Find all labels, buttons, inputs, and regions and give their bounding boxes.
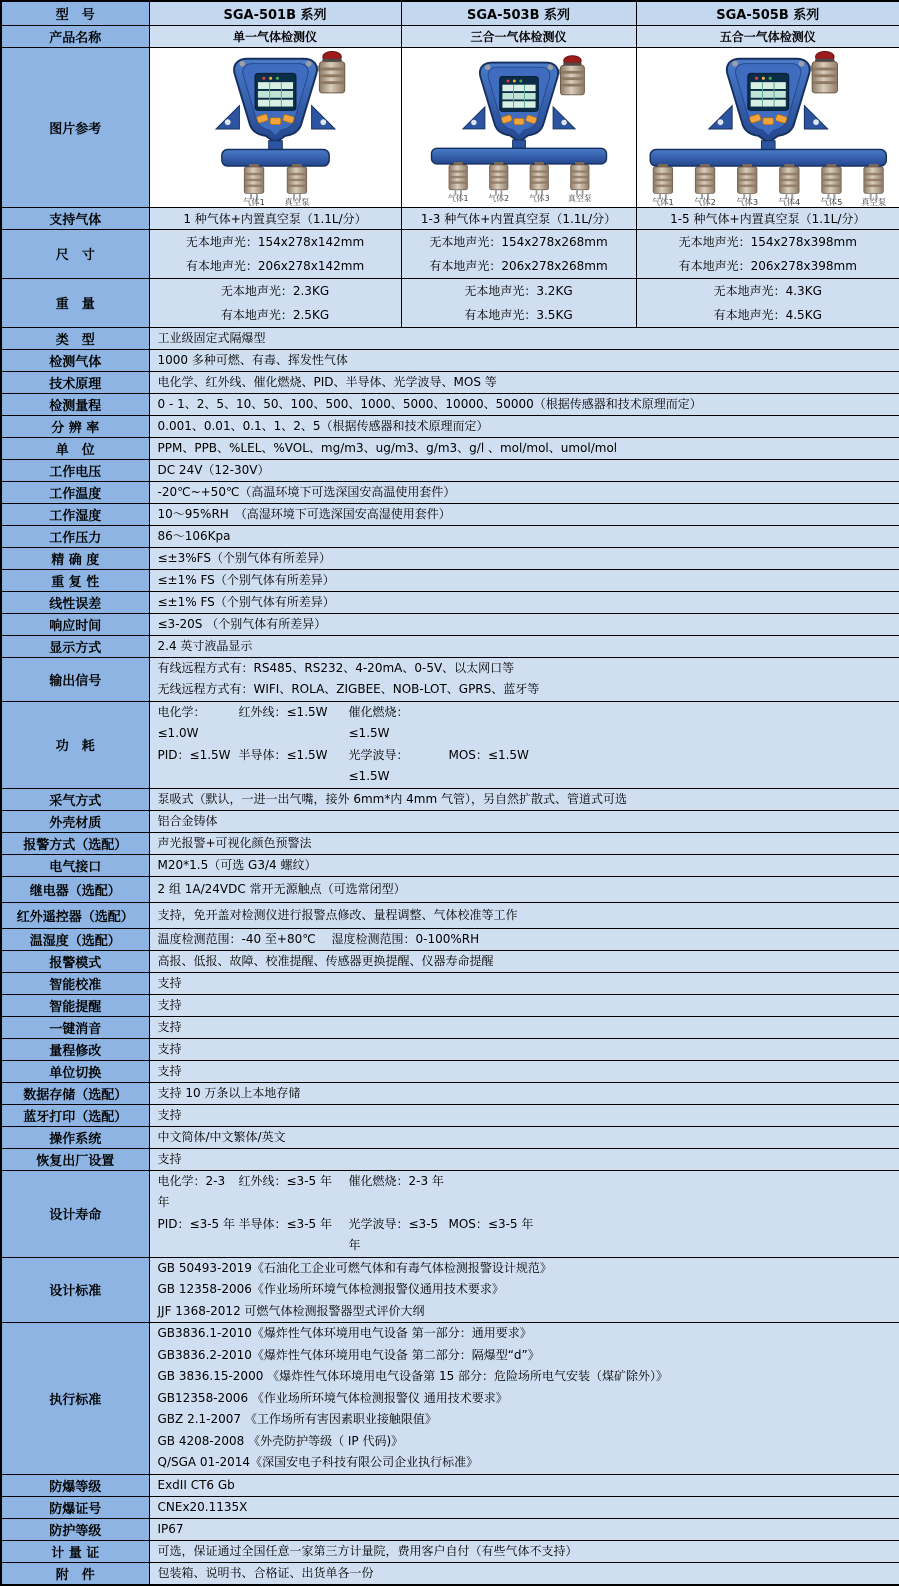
spec-text-line: 支持 xyxy=(158,973,896,994)
spec-merged-cell xyxy=(149,1082,899,1104)
row-label-linearity: 线性误差 xyxy=(1,591,149,613)
row-label-ip_grade: 防护等级 xyxy=(1,1518,149,1540)
sensor-cylinder-icon xyxy=(651,164,673,207)
sensor-cylinder-icon xyxy=(694,164,716,207)
spec-text-line: 支持 xyxy=(158,1149,896,1170)
spec-text-line: ≤±1% FS（个别气体有所差异） xyxy=(158,592,896,613)
row-label-housing: 外壳材质 xyxy=(1,810,149,832)
table-row-accessories xyxy=(1,1562,899,1585)
spec-text-line: 支持 xyxy=(158,1017,896,1038)
row-label-unit: 单 位 xyxy=(1,437,149,459)
spec-text-line: ExdII CT6 Gb xyxy=(158,1475,896,1496)
spec-text-line: 可选，保证通过全国任意一家第三方计量院，费用客户自付（有些气体不支持） xyxy=(158,1541,896,1562)
spec-merged-cell xyxy=(149,832,899,854)
table-row-range_mod xyxy=(1,1038,899,1060)
table-row-lifespan xyxy=(1,1170,899,1257)
row-label-repeatability: 重 复 性 xyxy=(1,569,149,591)
table-row-product_name xyxy=(1,25,899,47)
table-row-work_temp xyxy=(1,481,899,503)
table-row-mute xyxy=(1,1016,899,1038)
spec-tab-line xyxy=(158,1171,896,1214)
table-row-smart_remind xyxy=(1,994,899,1016)
row-label-output: 输出信号 xyxy=(1,657,149,701)
spec-text-line: 0.001、0.01、0.1、1、2、5（根据传感器和技术原理而定） xyxy=(158,416,896,437)
spec-tab-segment: 催化燃烧：2-3 年 xyxy=(349,1171,449,1193)
spec-merged-cell xyxy=(149,876,899,902)
row-label-resolution: 分 辨 率 xyxy=(1,415,149,437)
spec-value-cell xyxy=(149,278,401,327)
spec-text-line: 无线远程方式有：WIFI、ROLA、ZIGBEE、NOB-LOT、GPRS、蓝牙等 xyxy=(158,679,896,701)
spec-text-line: ≤3-20S （个别气体有所差异） xyxy=(158,614,896,635)
row-label-weight: 重 量 xyxy=(1,278,149,327)
row-label-product_name: 产品名称 xyxy=(1,25,149,47)
table-row-metering xyxy=(1,1540,899,1562)
spec-value-line: 无本地声光：154x278x142mm xyxy=(154,230,397,254)
detector-body-icon xyxy=(234,58,317,142)
table-row-display xyxy=(1,635,899,657)
spec-merged-cell xyxy=(149,569,899,591)
spec-text-line: GB 3836.15-2000 《爆炸性气体环境用电气设备第 15 部分：危险场所电气安装（煤矿除外）》 xyxy=(158,1366,896,1388)
sensor-label: 气体4 xyxy=(778,197,800,207)
row-label-storage: 数据存储（选配） xyxy=(1,1082,149,1104)
table-row-factory_reset xyxy=(1,1148,899,1170)
spec-tab-line xyxy=(158,702,896,745)
table-row-weight xyxy=(1,278,899,327)
spec-tab-segment: 红外线：≤3-5 年 xyxy=(239,1171,349,1193)
table-row-size xyxy=(1,229,899,278)
sensor-label: 真空泵 xyxy=(861,197,886,207)
spec-text-line: GB3836.1-2010《爆炸性气体环境用电气设备 第一部分：通用要求》 xyxy=(158,1323,896,1345)
spec-text-line: GB3836.2-2010《爆炸性气体环境用电气设备 第二部分：隔爆型“d”》 xyxy=(158,1345,896,1367)
table-row-gas_detected xyxy=(1,349,899,371)
sensor-label: 真空泵 xyxy=(568,192,592,202)
table-row-alarm_opt xyxy=(1,832,899,854)
table-row-range xyxy=(1,393,899,415)
spec-tab-segment: PID：≤1.5W xyxy=(158,745,239,767)
sensor-label: 气体2 xyxy=(694,197,716,207)
spec-tab-segment: 电化学：≤1.0W xyxy=(158,702,239,745)
spec-text-line: IP67 xyxy=(158,1519,896,1540)
spec-merged-cell xyxy=(149,1038,899,1060)
table-row-type xyxy=(1,327,899,349)
spec-merged-cell xyxy=(149,481,899,503)
spec-merged-cell xyxy=(149,701,899,788)
spec-value-line: 有本地声光：2.5KG xyxy=(154,303,397,327)
product-image-cell xyxy=(149,47,401,207)
spec-merged-cell xyxy=(149,1126,899,1148)
spec-value-cell xyxy=(401,1,636,25)
manifold-icon xyxy=(221,149,328,166)
spec-merged-cell xyxy=(149,459,899,481)
spec-merged-cell xyxy=(149,902,899,928)
spec-value-line: 有本地声光：3.5KG xyxy=(406,303,632,327)
manifold-icon xyxy=(650,149,886,166)
spec-value-line: 1 种气体+内置真空泵（1.1L/分） xyxy=(154,210,397,227)
row-label-relay: 继电器（选配） xyxy=(1,876,149,902)
table-row-relay xyxy=(1,876,899,902)
spec-value-cell xyxy=(636,207,899,229)
spec-tab-segment: 半导体：≤3-5 年 xyxy=(239,1214,349,1236)
detector-body-icon xyxy=(726,58,809,142)
spec-text-line: 86～106Kpa xyxy=(158,526,896,547)
spec-merged-cell xyxy=(149,349,899,371)
table-row-exec_std xyxy=(1,1323,899,1475)
spec-value-cell xyxy=(636,229,899,278)
row-label-ex_grade: 防爆等级 xyxy=(1,1474,149,1496)
manifold-icon xyxy=(431,148,606,164)
spec-value-cell xyxy=(401,207,636,229)
spec-text-line: -20℃~+50℃（高温环境下可选深国安高温使用套件） xyxy=(158,482,896,503)
spec-tab-segment: MOS：≤1.5W xyxy=(449,745,529,767)
sensor-cylinder-icon xyxy=(447,162,468,203)
spec-merged-cell xyxy=(149,972,899,994)
table-row-response xyxy=(1,613,899,635)
row-label-ex_cert: 防爆证号 xyxy=(1,1496,149,1518)
spec-value-line: 无本地声光：2.3KG xyxy=(154,279,397,303)
table-row-smart_cal xyxy=(1,972,899,994)
table-row-design_std xyxy=(1,1257,899,1323)
row-label-power: 功 耗 xyxy=(1,701,149,788)
table-row-linearity xyxy=(1,591,899,613)
spec-merged-cell xyxy=(149,1170,899,1257)
table-row-unit xyxy=(1,437,899,459)
spec-text-line: GB 50493-2019《石油化工企业可燃气体和有毒气体检测报警设计规范》 xyxy=(158,1258,896,1280)
table-row-work_hum xyxy=(1,503,899,525)
spec-text-line: 电化学、红外线、催化燃烧、PID、半导体、光学波导、MOS 等 xyxy=(158,372,896,393)
detector-body-icon xyxy=(479,62,557,141)
row-label-display: 显示方式 xyxy=(1,635,149,657)
row-label-unit_switch: 单位切换 xyxy=(1,1060,149,1082)
spec-text-line: 0 - 1、2、5、10、50、100、500、1000、5000、10000、50000（根据传感器和技术原理而定） xyxy=(158,394,896,415)
spec-text-line: GB 12358-2006《作业场所环境气体检测报警仪通用技术要求》 xyxy=(158,1279,896,1301)
spec-tab-line xyxy=(158,1214,896,1257)
row-label-bt_print: 蓝牙打印（选配） xyxy=(1,1104,149,1126)
spec-merged-cell xyxy=(149,657,899,701)
spec-text-line: CNEx20.1135X xyxy=(158,1497,896,1518)
spec-text-line: 中文简体/中文繁体/英文 xyxy=(158,1127,896,1148)
row-label-smart_cal: 智能校准 xyxy=(1,972,149,994)
spec-tab-segment: 光学波导：≤3-5 年 xyxy=(349,1214,449,1257)
spec-value-cell xyxy=(401,229,636,278)
spec-value-line: 单一气体检测仪 xyxy=(154,28,397,45)
table-row-resolution xyxy=(1,415,899,437)
spec-text-line: 2.4 英寸液晶显示 xyxy=(158,636,896,657)
spec-merged-cell xyxy=(149,1060,899,1082)
sensor-cylinder-icon xyxy=(736,164,758,207)
spec-merged-cell xyxy=(149,437,899,459)
spec-text-line: 工业级固定式隔爆型 xyxy=(158,328,896,349)
spec-value-line: 无本地声光：154x278x398mm xyxy=(641,230,896,254)
row-label-remote: 红外遥控器（选配） xyxy=(1,902,149,928)
spec-value-line: 无本地声光：4.3KG xyxy=(641,279,896,303)
sensor-label: 气体3 xyxy=(528,192,549,202)
sensor-cylinder-icon xyxy=(820,164,842,207)
row-label-electrical: 电气接口 xyxy=(1,854,149,876)
spec-text-line: 支持 xyxy=(158,1039,896,1060)
table-row-remote xyxy=(1,902,899,928)
spec-text-line: ≤±3%FS（个别气体有所差异） xyxy=(158,548,896,569)
spec-value-line: 三合一气体检测仪 xyxy=(406,28,632,45)
spec-value-cell xyxy=(636,278,899,327)
spec-tab-segment: 光学波导：≤1.5W xyxy=(349,745,449,788)
row-label-work_hum: 工作湿度 xyxy=(1,503,149,525)
spec-value-line: SGA-501B 系列 xyxy=(154,4,397,23)
spec-text-line: GB 4208-2008 《外壳防护等级（ IP 代码)》 xyxy=(158,1431,896,1453)
table-row-model xyxy=(1,1,899,25)
spec-merged-cell xyxy=(149,1562,899,1585)
table-row-storage xyxy=(1,1082,899,1104)
spec-value-line: 有本地声光：4.5KG xyxy=(641,303,896,327)
sensor-cylinder-icon xyxy=(488,162,509,203)
row-label-image: 图片参考 xyxy=(1,47,149,207)
spec-merged-cell xyxy=(149,415,899,437)
spec-text-line: 支持，免开盖对检测仪进行报警点修改、量程调整、气体校准等工作 xyxy=(158,905,896,926)
spec-value-cell xyxy=(636,25,899,47)
table-row-output xyxy=(1,657,899,701)
table-row-principle xyxy=(1,371,899,393)
row-label-factory_reset: 恢复出厂设置 xyxy=(1,1148,149,1170)
product-image xyxy=(402,49,636,207)
row-label-voltage: 工作电压 xyxy=(1,459,149,481)
spec-merged-cell xyxy=(149,1496,899,1518)
row-label-work_temp: 工作温度 xyxy=(1,481,149,503)
sensor-label: 气体3 xyxy=(736,197,758,207)
table-row-image xyxy=(1,47,899,207)
spec-value-cell xyxy=(149,229,401,278)
sensor-cylinder-icon xyxy=(568,162,592,203)
spec-text-line: PPM、PPB、%LEL、%VOL、mg/m3、ug/m3、g/m3、g/l 、mol/mol、umol/mol xyxy=(158,438,896,459)
row-label-metering: 计 量 证 xyxy=(1,1540,149,1562)
spec-value-line: 无本地声光：154x278x268mm xyxy=(406,230,632,254)
spec-merged-cell xyxy=(149,1540,899,1562)
spec-text-line: 铝合金铸体 xyxy=(158,811,896,832)
spec-value-cell xyxy=(636,1,899,25)
table-row-housing xyxy=(1,810,899,832)
spec-merged-cell xyxy=(149,371,899,393)
spec-text-line: 10～95%RH （高湿环境下可选深国安高湿使用套件） xyxy=(158,504,896,525)
table-row-temp_hum_opt xyxy=(1,928,899,950)
spec-text-line: DC 24V（12-30V） xyxy=(158,460,896,481)
row-label-pressure: 工作压力 xyxy=(1,525,149,547)
spec-text-line: 支持 xyxy=(158,995,896,1016)
spec-text-line: GB12358-2006 《作业场所环境气体检测报警仪 通用技术要求》 xyxy=(158,1388,896,1410)
spec-merged-cell xyxy=(149,1257,899,1323)
sensor-cylinder-icon xyxy=(778,164,800,207)
spec-value-line: 有本地声光：206x278x142mm xyxy=(154,254,397,278)
product-image-cell xyxy=(401,47,636,207)
table-row-pressure xyxy=(1,525,899,547)
spec-merged-cell xyxy=(149,613,899,635)
spec-merged-cell xyxy=(149,928,899,950)
sensor-label: 气体2 xyxy=(488,192,509,202)
spec-merged-cell xyxy=(149,1518,899,1540)
table-row-alarm_modes xyxy=(1,950,899,972)
row-label-os: 操作系统 xyxy=(1,1126,149,1148)
table-row-unit_switch xyxy=(1,1060,899,1082)
spec-merged-cell xyxy=(149,788,899,810)
spec-merged-cell xyxy=(149,547,899,569)
spec-merged-cell xyxy=(149,393,899,415)
table-row-ip_grade xyxy=(1,1518,899,1540)
spec-merged-cell xyxy=(149,950,899,972)
spec-merged-cell xyxy=(149,503,899,525)
spec-value-cell xyxy=(401,278,636,327)
row-label-range_mod: 量程修改 xyxy=(1,1038,149,1060)
row-label-smart_remind: 智能提醒 xyxy=(1,994,149,1016)
row-label-model: 型 号 xyxy=(1,1,149,25)
spec-tab-segment: 电化学：2-3 年 xyxy=(158,1171,239,1214)
spec-merged-cell xyxy=(149,1016,899,1038)
spec-merged-cell xyxy=(149,854,899,876)
spec-value-line: 有本地声光：206x278x268mm xyxy=(406,254,632,278)
spec-text-line: M20*1.5（可选 G3/4 螺纹） xyxy=(158,855,896,876)
row-label-alarm_opt: 报警方式（选配） xyxy=(1,832,149,854)
spec-text-line: 支持 10 万条以上本地存储 xyxy=(158,1083,896,1104)
spec-text-line: GBZ 2.1-2007 《工作场所有害因素职业接触限值》 xyxy=(158,1409,896,1431)
sensor-cylinder-icon xyxy=(284,164,309,207)
spec-tab-line xyxy=(158,745,896,788)
row-label-range: 检测量程 xyxy=(1,393,149,415)
table-row-os xyxy=(1,1126,899,1148)
sensor-label: 真空泵 xyxy=(284,197,309,207)
sensor-cylinder-icon xyxy=(528,162,549,203)
row-label-alarm_modes: 报警模式 xyxy=(1,950,149,972)
spec-merged-cell xyxy=(149,1474,899,1496)
spec-tab-segment: 红外线：≤1.5W xyxy=(239,702,349,724)
table-row-sampling xyxy=(1,788,899,810)
row-label-principle: 技术原理 xyxy=(1,371,149,393)
row-label-accessories: 附 件 xyxy=(1,1562,149,1585)
spec-merged-cell xyxy=(149,1323,899,1475)
row-label-exec_std: 执行标准 xyxy=(1,1323,149,1475)
product-image xyxy=(150,49,401,207)
spec-text-line: 包装箱、说明书、合格证、出货单各一份 xyxy=(158,1563,896,1584)
row-label-mute: 一键消音 xyxy=(1,1016,149,1038)
row-label-response: 响应时间 xyxy=(1,613,149,635)
table-row-ex_cert xyxy=(1,1496,899,1518)
sensor-cylinder-icon xyxy=(861,164,886,207)
spec-merged-cell xyxy=(149,1148,899,1170)
row-label-gases: 支持气体 xyxy=(1,207,149,229)
row-label-size: 尺 寸 xyxy=(1,229,149,278)
spec-value-line: SGA-505B 系列 xyxy=(641,4,896,23)
row-label-design_std: 设计标准 xyxy=(1,1257,149,1323)
spec-value-cell xyxy=(149,25,401,47)
spec-merged-cell xyxy=(149,1104,899,1126)
spec-value-cell xyxy=(401,25,636,47)
spec-text-line: 声光报警+可视化颜色预警法 xyxy=(158,833,896,854)
spec-merged-cell xyxy=(149,327,899,349)
table-row-repeatability xyxy=(1,569,899,591)
row-label-sampling: 采气方式 xyxy=(1,788,149,810)
sensor-label: 气体1 xyxy=(447,192,468,202)
spec-value-line: 五合一气体检测仪 xyxy=(641,28,896,45)
spec-value-line: SGA-503B 系列 xyxy=(406,4,632,23)
spec-value-line: 无本地声光：3.2KG xyxy=(406,279,632,303)
spec-text-line: 支持 xyxy=(158,1061,896,1082)
spec-text-line: 支持 xyxy=(158,1105,896,1126)
table-row-gases xyxy=(1,207,899,229)
spec-merged-cell xyxy=(149,994,899,1016)
row-label-temp_hum_opt: 温湿度（选配） xyxy=(1,928,149,950)
spec-tab-segment: PID：≤3-5 年 xyxy=(158,1214,239,1236)
table-row-voltage xyxy=(1,459,899,481)
product-image-cell xyxy=(636,47,899,207)
sensor-label: 气体5 xyxy=(820,197,842,207)
spec-text-line: 温度检测范围：-40 至+80℃ 湿度检测范围：0-100%RH xyxy=(158,929,896,950)
spec-text-line: ≤±1% FS（个别气体有所差异） xyxy=(158,570,896,591)
row-label-accuracy: 精 确 度 xyxy=(1,547,149,569)
spec-text-line: 有线远程方式有：RS485、RS232、4-20mA、0-5V、以太网口等 xyxy=(158,658,896,680)
table-row-electrical xyxy=(1,854,899,876)
spec-value-line: 1-5 种气体+内置真空泵（1.1L/分） xyxy=(641,210,896,227)
spec-merged-cell xyxy=(149,810,899,832)
sensor-label: 气体1 xyxy=(651,197,673,207)
row-label-lifespan: 设计寿命 xyxy=(1,1170,149,1257)
product-image xyxy=(637,49,899,207)
spec-value-line: 1-3 种气体+内置真空泵（1.1L/分） xyxy=(406,210,632,227)
spec-text-line: 高报、低报、故障、校准提醒、传感器更换提醒、仪器寿命提醒 xyxy=(158,951,896,972)
spec-text-line: JJF 1368-2012 可燃气体检测报警器型式评价大纲 xyxy=(158,1301,896,1323)
spec-text-line: Q/SGA 01-2014《深国安电子科技有限公司企业执行标准》 xyxy=(158,1452,896,1474)
row-label-gas_detected: 检测气体 xyxy=(1,349,149,371)
row-label-type: 类 型 xyxy=(1,327,149,349)
table-row-bt_print xyxy=(1,1104,899,1126)
spec-text-line: 1000 多种可燃、有毒、挥发性气体 xyxy=(158,350,896,371)
spec-text-line: 2 组 1A/24VDC 常开无源触点（可选常闭型） xyxy=(158,879,896,900)
sensor-cylinder-icon xyxy=(243,164,265,207)
spec-tab-segment: 催化燃烧：≤1.5W xyxy=(349,702,449,745)
table-row-power xyxy=(1,701,899,788)
spec-value-cell xyxy=(149,1,401,25)
spec-value-cell xyxy=(149,207,401,229)
table-row-accuracy xyxy=(1,547,899,569)
spec-merged-cell xyxy=(149,525,899,547)
spec-text-line: 泵吸式（默认，一进一出气嘴，接外 6mm*内 4mm 气管），另自然扩散式、管道式可选 xyxy=(158,789,896,810)
spec-tab-segment: 半导体：≤1.5W xyxy=(239,745,349,767)
sensor-label: 气体1 xyxy=(243,197,265,207)
spec-merged-cell xyxy=(149,635,899,657)
spec-merged-cell xyxy=(149,591,899,613)
spec-tab-segment: MOS：≤3-5 年 xyxy=(449,1214,534,1236)
spec-value-line: 有本地声光：206x278x398mm xyxy=(641,254,896,278)
table-row-ex_grade xyxy=(1,1474,899,1496)
